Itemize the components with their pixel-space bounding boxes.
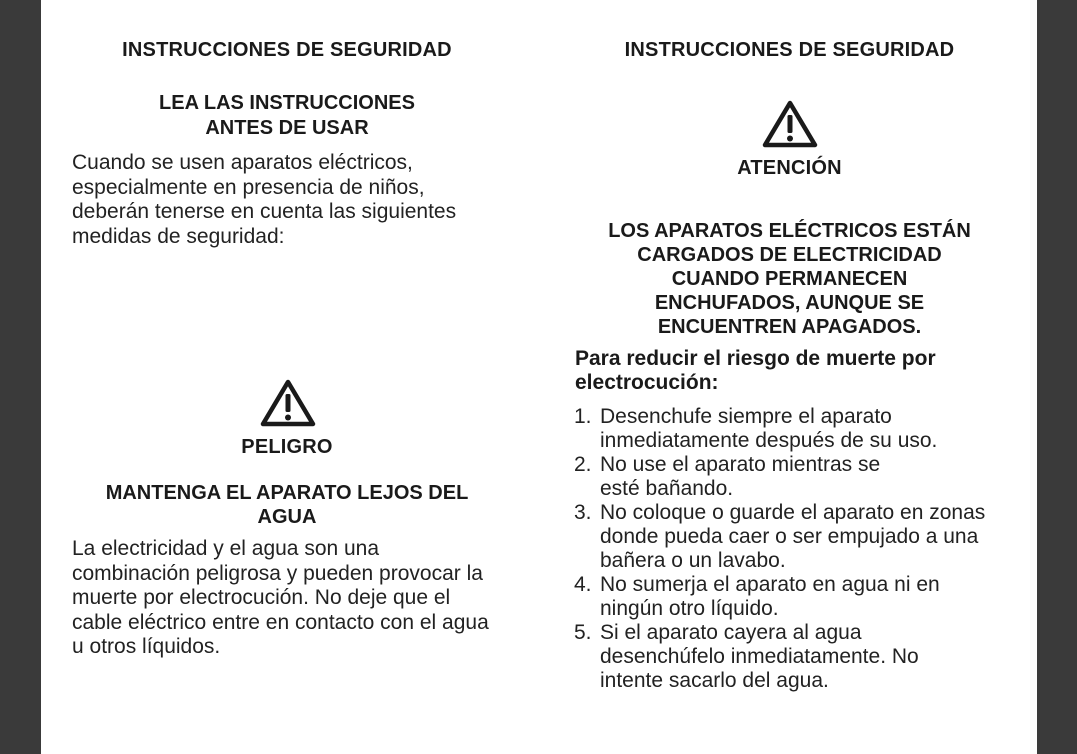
step-number: 5. — [574, 621, 592, 644]
intro-paragraph: Cuando se usen aparatos eléctricos, especialmente en presencia de niños, deberán tenerse en cuenta las siguientes medidas de seguridad: — [72, 151, 457, 248]
charged-appliances-title — [537, 219, 1042, 339]
read-instructions-title-line1: LEA LAS INSTRUCCIONES — [159, 92, 415, 114]
list-item — [574, 573, 1004, 621]
step-text: No coloque o guarde el aparato en zonas donde pueda caer o ser empujado a una bañera o un lavabo. — [600, 501, 986, 572]
step-text: No use el aparato mientras se esté bañando. — [600, 453, 881, 500]
charged-title-line: ENCHUFADOS, AUNQUE SE — [654, 292, 925, 314]
reduce-risk-heading: Para reducir el riesgo de muerte por electrocución: — [575, 347, 936, 394]
list-item — [574, 405, 1004, 453]
keep-away-water-title-line1: MANTENGA EL APARATO LEJOS DEL — [105, 482, 469, 504]
page-header: INSTRUCCIONES DE SEGURIDAD — [624, 39, 955, 61]
keep-away-water-title-line2: AGUA — [257, 506, 317, 528]
list-item — [574, 501, 1004, 573]
safety-steps-list — [574, 405, 1004, 693]
step-number: 4. — [574, 573, 592, 596]
step-text: Desenchufe siempre el aparato inmediatamente después de su uso. — [600, 405, 938, 452]
list-item — [574, 453, 1004, 501]
water-warning-paragraph: La electricidad y el agua son una combinación peligrosa y pueden provocar la muerte por electrocución. No deje que el cable eléctrico entre en contacto con el agua u otros líquidos. — [72, 537, 489, 658]
step-text: No sumerja el aparato en agua ni en ningún otro líquido. — [600, 573, 940, 620]
right-dark-margin — [1037, 0, 1077, 754]
right-page — [537, 0, 1037, 754]
warning-triangle-icon — [762, 99, 818, 149]
step-number: 1. — [574, 405, 592, 428]
danger-label: PELIGRO — [241, 436, 333, 458]
warning-triangle-icon — [260, 378, 316, 428]
left-dark-margin — [0, 0, 41, 754]
step-number: 3. — [574, 501, 592, 524]
step-number: 2. — [574, 453, 592, 476]
list-item — [574, 621, 1004, 693]
step-text: Si el aparato cayera al agua desenchúfelo inmediatamente. No intente sacarlo del agua. — [600, 621, 919, 692]
page-header: INSTRUCCIONES DE SEGURIDAD — [122, 39, 452, 61]
charged-title-line: LOS APARATOS ELÉCTRICOS ESTÁN — [608, 220, 971, 242]
attention-label: ATENCIÓN — [737, 157, 842, 179]
read-instructions-title-line2: ANTES DE USAR — [205, 117, 369, 139]
charged-title-line: CARGADOS DE ELECTRICIDAD — [637, 244, 942, 266]
charged-title-line: CUANDO PERMANECEN — [671, 268, 908, 290]
left-page — [41, 0, 537, 754]
charged-title-line: ENCUENTREN APAGADOS. — [657, 316, 922, 338]
